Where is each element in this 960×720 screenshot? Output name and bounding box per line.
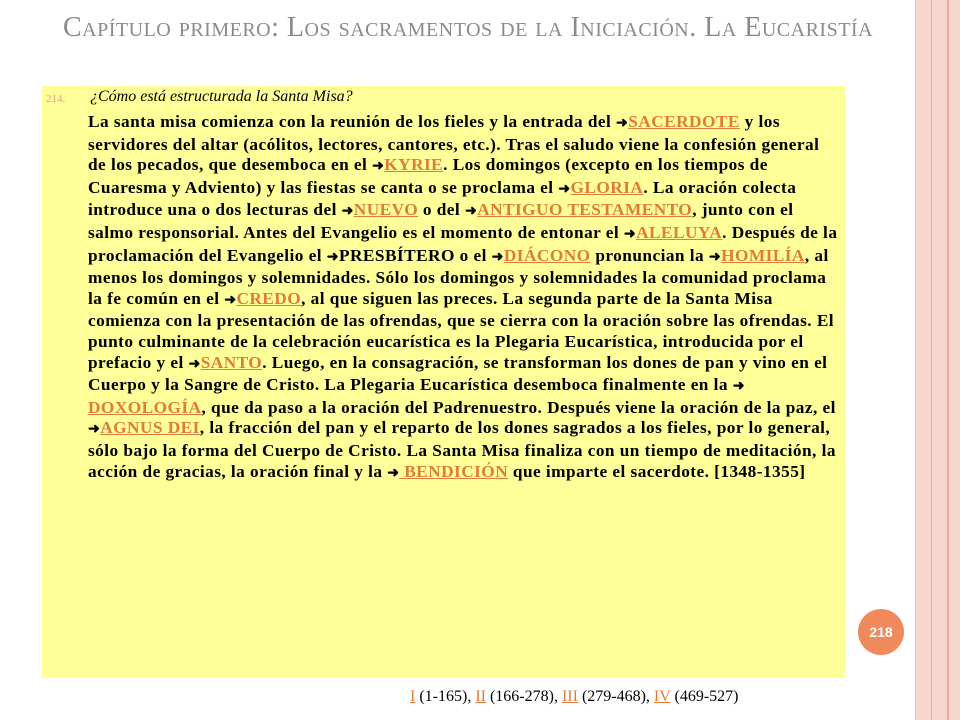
link-nuevo[interactable]: NUEVO (353, 200, 419, 220)
right-decorative-line (915, 0, 916, 720)
answer-segment: que imparte el sacerdote. [1348-1355] (508, 461, 806, 481)
answer-segment: , junto con el salmo responsorial. Antes del Evangelio es el momento de entonar el (88, 200, 794, 242)
part-link-ii[interactable]: II (475, 688, 486, 705)
arrow-right-icon: ➜ (491, 249, 504, 265)
right-decorative-line (931, 0, 932, 720)
answer-segment: . Los domingos (excepto en los tiempos de Cuaresma y Adviento) y las fiestas se canta o se proclama el (88, 155, 768, 197)
arrow-right-icon: ➜ (464, 204, 478, 220)
slide-title: Capítulo primero: Los sacramentos de la Iniciación. La Eucaristía (63, 12, 874, 43)
presbitero-text: PRESBÍTERO (338, 245, 455, 265)
answer-segment: . La oración colecta introduce una o dos lecturas del (88, 177, 797, 220)
arrow-right-icon: ➜ (732, 379, 745, 395)
answer-segment: y los servidores del altar (acólitos, lectores, cantores, etc.). Tras el saludo viene la confesión general de los pecados, que desemboca en el (88, 112, 820, 175)
answer-segment: , que da paso a la oración del Padrenuestro. Después viene la oración de la paz, el (201, 397, 836, 417)
link-sacerdote[interactable]: SACERDOTE (628, 112, 740, 131)
link-bendicion[interactable]: BENDICIÓN (399, 461, 509, 481)
answer-segment: . Después de la proclamación del Evangelio el (88, 222, 838, 265)
right-decorative-band (916, 0, 960, 720)
arrow-right-icon: ➜ (326, 249, 339, 265)
answer-segment: , al que siguen las preces. La segunda parte de la Santa Misa comienza con la presentación de las ofrendas, que se cierra con la oración sobre las ofrendas. El punto culminante de la celebración eucarística es la Plegaria Eucarística, introducida por el prefacio y el (88, 288, 835, 372)
link-santo[interactable]: SANTO (200, 352, 263, 372)
answer-segment: La santa misa comienza con la reunión de los fieles y la entrada del (88, 112, 617, 131)
link-aleluya[interactable]: ALELUYA (636, 222, 723, 242)
answer-text (88, 112, 840, 484)
answer-segment: o el (454, 245, 492, 265)
arrow-right-icon: ➜ (616, 116, 629, 131)
part-link-iii[interactable]: III (561, 688, 578, 705)
arrow-right-icon: ➜ (558, 181, 571, 197)
part-range: (279-468), (577, 688, 654, 705)
part-range: (1-165), (415, 688, 476, 705)
arrow-right-icon: ➜ (708, 249, 722, 265)
arrow-right-icon: ➜ (341, 204, 354, 220)
arrow-right-icon: ➜ (372, 159, 385, 175)
answer-segment: , la fracción del pan y el reparto de los dones sagrados a los fieles, por lo general, sólo bajo la forma del Cuerpo de Cristo. La Santa Misa finaliza con un tiempo de meditación, la acción de gracias, la oración final y la (88, 418, 836, 481)
part-link-iv[interactable]: IV (653, 688, 671, 705)
answer-segment: , al menos los domingos y solemnidades. Sólo los domingos y solemnidades la comunidad proclama la fe común en el (88, 245, 829, 308)
part-range: (469-527) (670, 688, 739, 705)
answer-segment: pronuncian la (590, 245, 709, 265)
arrow-right-icon: ➜ (224, 292, 237, 308)
link-agnus-dei[interactable]: AGNUS DEI (100, 418, 200, 438)
link-gloria[interactable]: GLORIA (570, 177, 644, 197)
question-number: 214. (46, 93, 66, 105)
page-number-badge: 218 (858, 609, 904, 655)
right-decorative-line (947, 0, 949, 720)
link-doxologia[interactable]: DOXOLOGÍA (88, 397, 202, 417)
link-diacono[interactable]: DIÁCONO (503, 245, 591, 265)
arrow-right-icon: ➜ (387, 465, 400, 481)
link-kyrie[interactable]: KYRIE (384, 155, 444, 175)
arrow-right-icon: ➜ (623, 226, 637, 242)
question-heading: ¿Cómo está estructurada la Santa Misa? (90, 88, 353, 105)
answer-segment: o del (418, 200, 465, 220)
arrow-right-icon: ➜ (88, 422, 101, 438)
answer-segment: . Luego, en la consagración, se transforman los dones de pan y vino en el Cuerpo y la Sangre de Cristo. La Plegaria Eucarística desemboca finalmente en la (88, 352, 828, 395)
part-link-i[interactable]: I (410, 688, 416, 705)
link-homilia[interactable]: HOMILÍA (721, 245, 805, 265)
footer-part-navigation (410, 688, 840, 706)
arrow-right-icon: ➜ (188, 356, 201, 372)
part-range: (166-278), (485, 688, 562, 705)
link-credo[interactable]: CREDO (236, 288, 302, 308)
link-antiguo-testamento[interactable]: ANTIGUO TESTAMENTO (477, 200, 693, 220)
